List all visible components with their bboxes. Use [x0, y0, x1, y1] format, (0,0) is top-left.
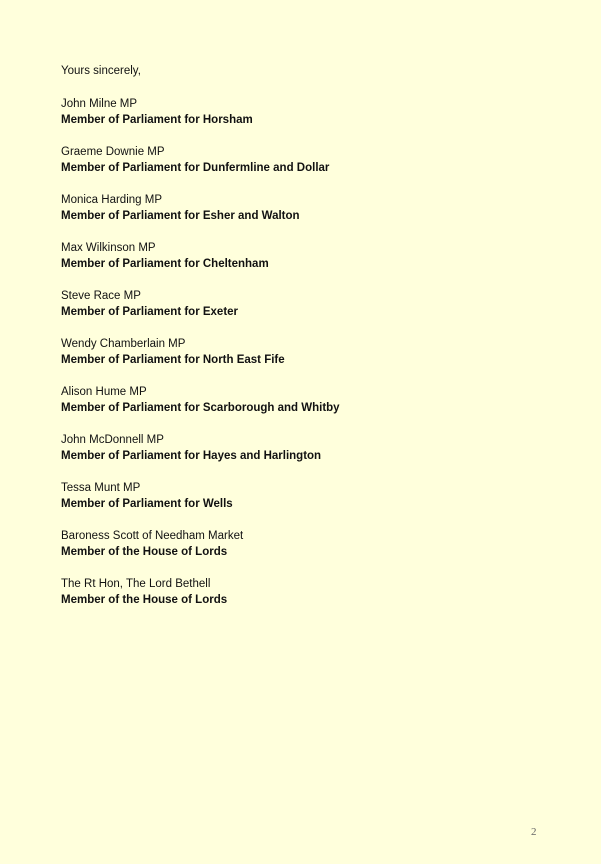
signatory-block [61, 144, 561, 176]
signatory-name: John Milne MP [61, 98, 138, 110]
letter-closing: Yours sincerely, [61, 65, 141, 77]
signatory-block [61, 336, 561, 368]
page-number: 2 [531, 826, 537, 838]
signatory-title: Member of Parliament for Hayes and Harlington [61, 450, 322, 462]
signatory-title: Member of Parliament for Dunfermline and Dollar [61, 162, 330, 174]
signatory-title: Member of Parliament for Exeter [61, 306, 239, 318]
signatory-name: Wendy Chamberlain MP [61, 338, 186, 350]
signatory-title: Member of Parliament for Cheltenham [61, 258, 269, 270]
signatory-title: Member of the House of Lords [61, 546, 228, 558]
signatory-name: The Rt Hon, The Lord Bethell [61, 578, 211, 590]
signatory-block [61, 96, 561, 128]
signatory-title: Member of Parliament for Wells [61, 498, 233, 510]
signatory-block [61, 288, 561, 320]
signatory-name: Steve Race MP [61, 290, 141, 302]
signatory-block [61, 192, 561, 224]
signatory-block [61, 528, 561, 560]
signatory-name: Graeme Downie MP [61, 146, 165, 158]
signatory-name: Tessa Munt MP [61, 482, 141, 494]
letter-body [61, 64, 561, 624]
signatory-title: Member of Parliament for Esher and Walton [61, 210, 300, 222]
signatory-title: Member of the House of Lords [61, 594, 228, 606]
signatory-block [61, 384, 561, 416]
signatory-block [61, 480, 561, 512]
signatory-name: John McDonnell MP [61, 434, 164, 446]
signatory-name: Alison Hume MP [61, 386, 147, 398]
signatory-name: Baroness Scott of Needham Market [61, 530, 244, 542]
signatory-block [61, 576, 561, 608]
signatory-title: Member of Parliament for North East Fife [61, 354, 285, 366]
signatory-title: Member of Parliament for Horsham [61, 114, 253, 126]
signatory-block [61, 432, 561, 464]
signatory-title: Member of Parliament for Scarborough and Whitby [61, 402, 340, 414]
signatory-block [61, 240, 561, 272]
signatory-name: Monica Harding MP [61, 194, 162, 206]
signatory-name: Max Wilkinson MP [61, 242, 156, 254]
